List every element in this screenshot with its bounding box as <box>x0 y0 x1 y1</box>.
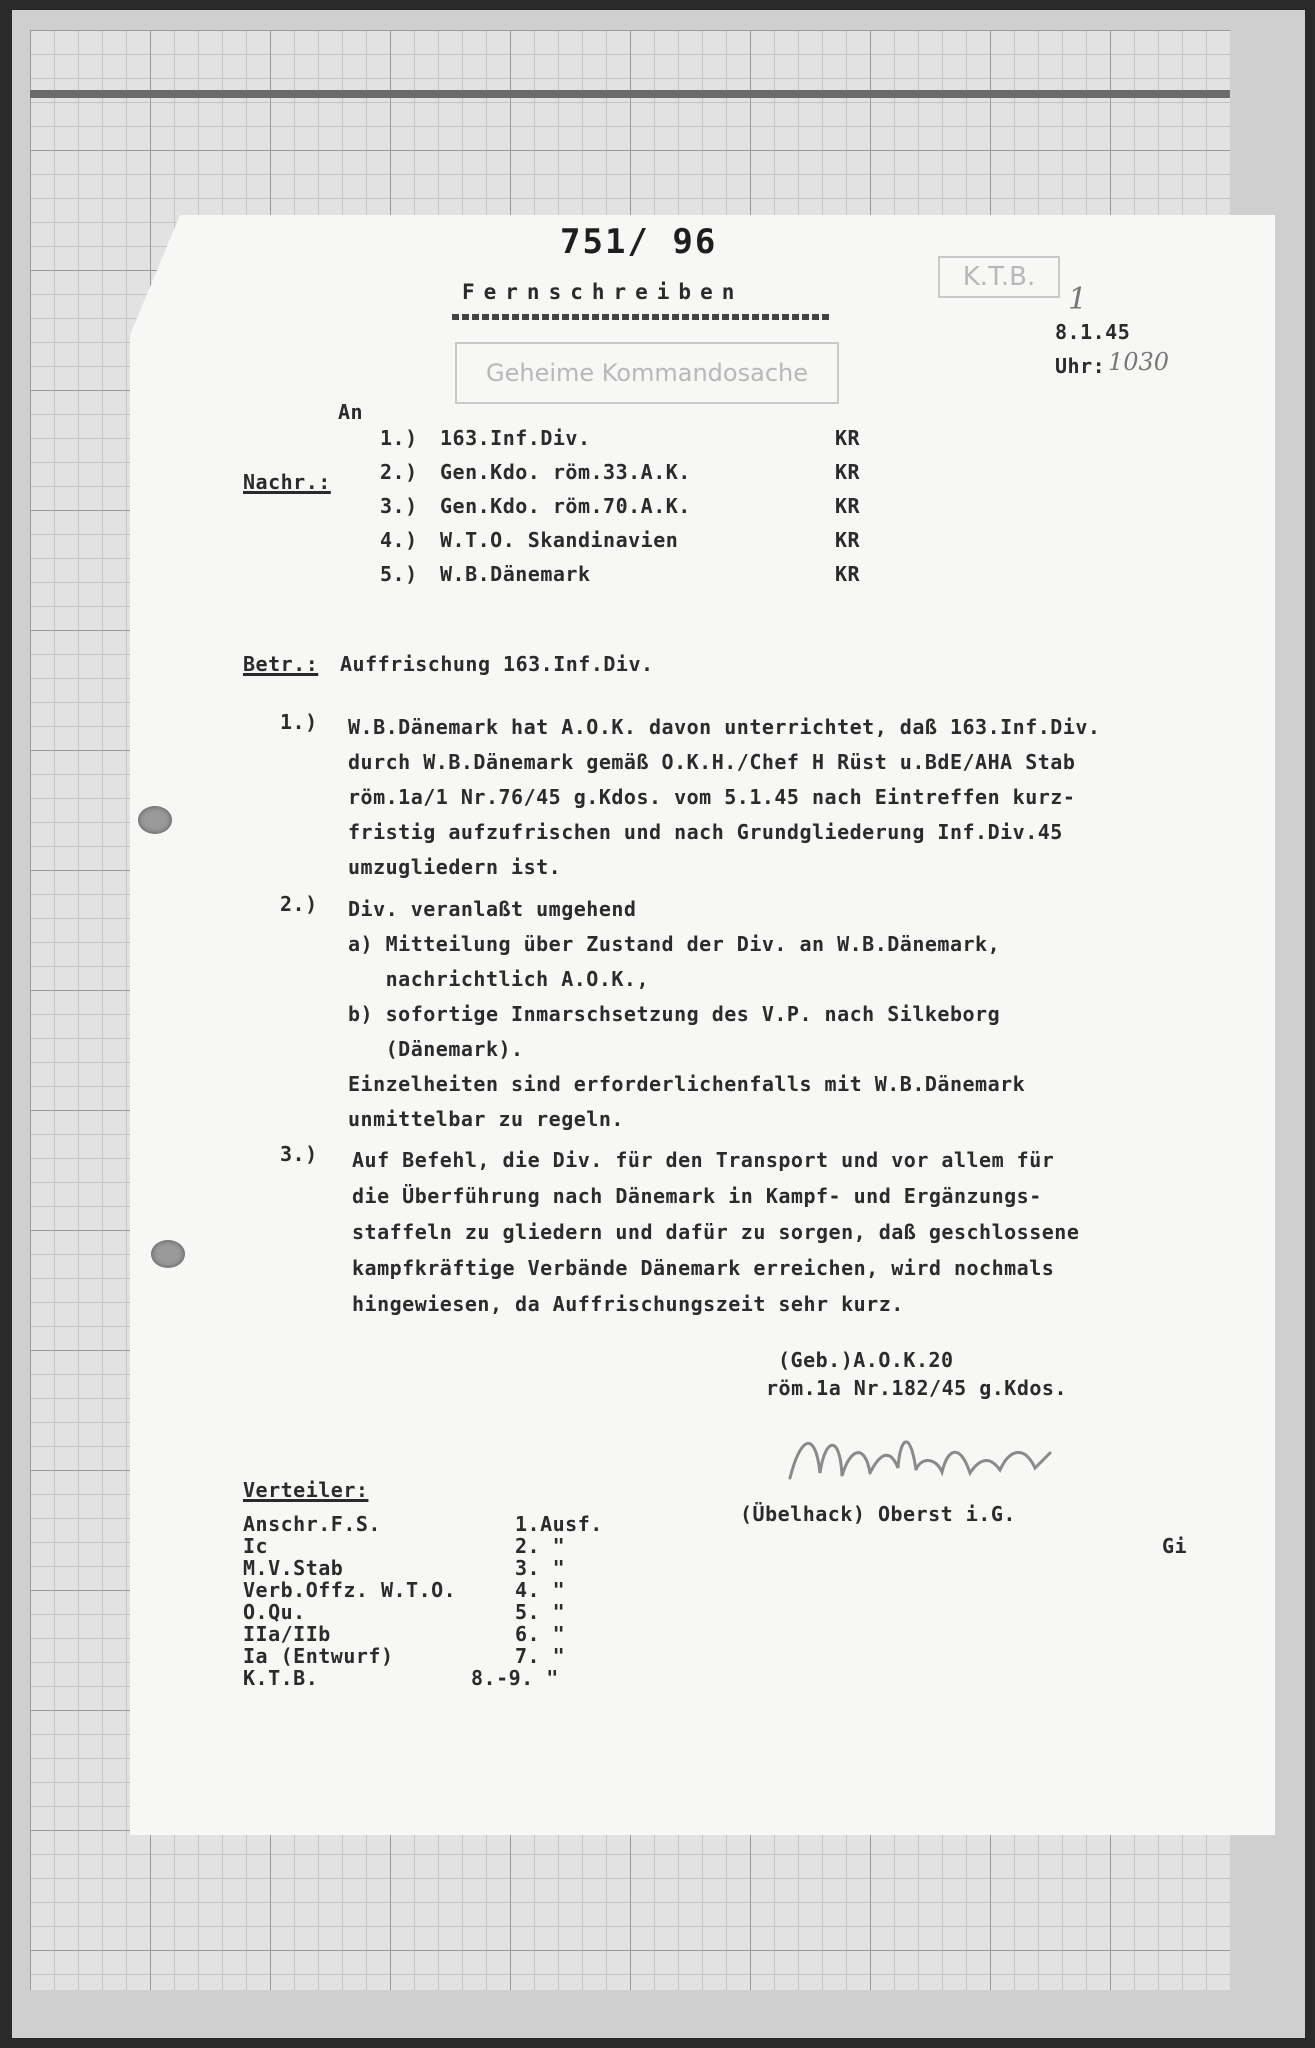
paragraph-1 <box>348 710 1100 885</box>
ktb-stamp: K.T.B. <box>938 256 1060 298</box>
recipient-name: 163.Inf.Div. <box>440 426 591 450</box>
recipient-name: Gen.Kdo. röm.33.A.K. <box>440 460 691 484</box>
recipient-number: 5.) <box>380 562 418 586</box>
distribution-row <box>243 1600 643 1622</box>
distribution-row <box>243 1512 643 1534</box>
to-label: An <box>338 400 364 424</box>
distribution-row <box>243 1644 643 1666</box>
signature-name: (Übelhack) Oberst i.G. <box>740 1502 1016 1526</box>
distribution-name: Ic <box>243 1534 269 1558</box>
distribution-name: Anschr.F.S. <box>243 1512 381 1536</box>
handwritten-time: 1030 <box>1108 348 1170 376</box>
distribution-row <box>243 1578 643 1600</box>
paragraph-line: a) Mitteilung über Zustand der Div. an W.B.Dänemark, <box>348 932 1001 956</box>
paragraph-line: b) sofortige Inmarschsetzung des V.P. nach Silkeborg <box>348 1002 1001 1026</box>
recipient-code: KR <box>835 494 861 518</box>
distribution-row <box>243 1666 643 1688</box>
recipient-number: 2.) <box>380 460 418 484</box>
distribution-name: K.T.B. <box>243 1666 319 1690</box>
title-underline <box>452 314 830 320</box>
punch-hole-upper <box>138 806 172 834</box>
punch-hole-lower <box>151 1240 185 1268</box>
paragraph-line: umzugliedern ist. <box>348 855 562 879</box>
graph-paper-top-band <box>30 90 1230 98</box>
recipient-code: KR <box>835 562 861 586</box>
copy-label: Nachr.: <box>243 470 331 494</box>
subject-text: Auffrischung 163.Inf.Div. <box>340 652 654 676</box>
paragraph-line: durch W.B.Dänemark gemäß O.K.H./Chef H Rüst u.BdE/AHA Stab <box>348 750 1076 774</box>
recipient-name: W.T.O. Skandinavien <box>440 528 679 552</box>
sender-reference: röm.1a Nr.182/45 g.Kdos. <box>766 1376 1067 1400</box>
handwritten-signature <box>770 1418 1060 1498</box>
distribution-name: IIa/IIb <box>243 1622 331 1646</box>
time-label: Uhr: <box>1055 354 1106 378</box>
distribution-row <box>243 1556 643 1578</box>
paragraph-3-number: 3.) <box>280 1142 318 1166</box>
handwritten-page-mark: 1 <box>1068 282 1088 317</box>
paragraph-line: kampfkräftige Verbände Dänemark erreichen, wird nochmals <box>352 1256 1055 1280</box>
distribution-row <box>243 1622 643 1644</box>
paragraph-line: nachrichtlich A.O.K., <box>348 967 649 991</box>
distribution-heading: Verteiler: <box>243 1478 369 1502</box>
distribution-copy: 4. " <box>515 1578 566 1602</box>
typist-mark: Gi <box>1162 1534 1188 1558</box>
distribution-copy: 1.Ausf. <box>515 1512 603 1536</box>
paragraph-2 <box>348 892 1025 1137</box>
paragraph-line: röm.1a/1 Nr.76/45 g.Kdos. vom 5.1.45 nach Eintreffen kurz- <box>348 785 1076 809</box>
paragraph-line: die Überführung nach Dänemark in Kampf- und Ergänzungs- <box>352 1184 1042 1208</box>
distribution-name: M.V.Stab <box>243 1556 344 1580</box>
distribution-copy: 8.-9. " <box>471 1666 559 1690</box>
paragraph-line: Einzelheiten sind erforderlichenfalls mit W.B.Dänemark <box>348 1072 1026 1096</box>
document-serial-number: 751/ 96 <box>560 222 718 262</box>
recipient-number: 1.) <box>380 426 418 450</box>
document-date: 8.1.45 <box>1055 320 1131 344</box>
recipient-code: KR <box>835 426 861 450</box>
paragraph-3 <box>352 1142 1079 1322</box>
recipient-code: KR <box>835 460 861 484</box>
paragraph-line: W.B.Dänemark hat A.O.K. davon unterrichtet, daß 163.Inf.Div. <box>348 715 1101 739</box>
recipient-number: 4.) <box>380 528 418 552</box>
recipient-name: Gen.Kdo. röm.70.A.K. <box>440 494 691 518</box>
paragraph-line: fristig aufzufrischen und nach Grundgliederung Inf.Div.45 <box>348 820 1063 844</box>
paragraph-line: unmittelbar zu regeln. <box>348 1107 624 1131</box>
paragraph-line: staffeln zu gliedern und dafür zu sorgen, daß geschlossene <box>352 1220 1080 1244</box>
distribution-copy: 7. " <box>515 1644 566 1668</box>
distribution-copy: 6. " <box>515 1622 566 1646</box>
document-title: Fernschreiben <box>462 280 744 304</box>
distribution-name: Verb.Offz. W.T.O. <box>243 1578 457 1602</box>
recipient-code: KR <box>835 528 861 552</box>
subject-label: Betr.: <box>243 652 319 676</box>
recipient-name: W.B.Dänemark <box>440 562 591 586</box>
paragraph-line: (Dänemark). <box>348 1037 524 1061</box>
paragraph-2-number: 2.) <box>280 892 318 916</box>
sender-line: (Geb.)A.O.K.20 <box>778 1348 954 1372</box>
paragraph-line: Auf Befehl, die Div. für den Transport und vor allem für <box>352 1148 1055 1172</box>
paragraph-1-number: 1.) <box>280 710 318 734</box>
distribution-list <box>243 1512 643 1688</box>
secrecy-stamp: Geheime Kommandosache <box>455 342 839 404</box>
distribution-copy: 5. " <box>515 1600 566 1624</box>
paragraph-line: hingewiesen, da Auffrischungszeit sehr kurz. <box>352 1292 904 1316</box>
distribution-copy: 2. " <box>515 1534 566 1558</box>
distribution-name: O.Qu. <box>243 1600 306 1624</box>
distribution-name: Ia (Entwurf) <box>243 1644 394 1668</box>
paragraph-line: Div. veranlaßt umgehend <box>348 897 637 921</box>
distribution-row <box>243 1534 643 1556</box>
distribution-copy: 3. " <box>515 1556 566 1580</box>
recipient-number: 3.) <box>380 494 418 518</box>
